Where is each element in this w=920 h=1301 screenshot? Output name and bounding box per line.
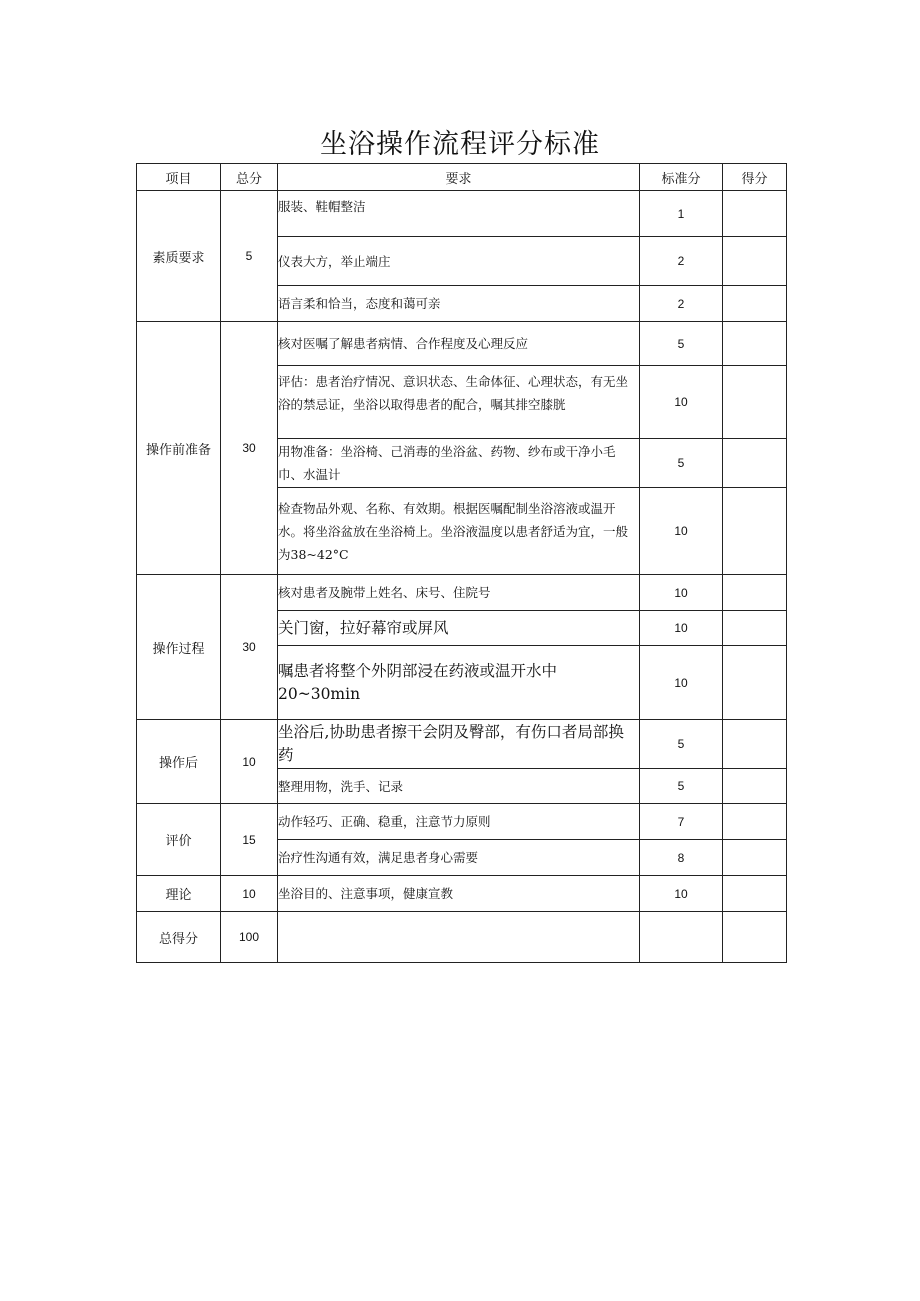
- section-item: 评价: [137, 804, 221, 876]
- standard-score: 5: [640, 439, 723, 488]
- table-row: [137, 191, 787, 237]
- standard-score: 10: [640, 876, 723, 912]
- section-total: 10: [221, 720, 278, 804]
- standard-score: 5: [640, 769, 723, 804]
- table-row: [137, 322, 787, 366]
- section-item: 操作过程: [137, 575, 221, 720]
- requirement-cell: 坐浴后,协助患者擦干会阴及臀部，有伤口者局部换药: [278, 720, 640, 769]
- standard-score: 5: [640, 322, 723, 366]
- standard-score: 2: [640, 237, 723, 286]
- standard-score: 10: [640, 488, 723, 575]
- requirement-cell: 语言柔和恰当，态度和蔼可亲: [278, 286, 640, 322]
- score-cell[interactable]: [723, 322, 787, 366]
- standard-score: 10: [640, 646, 723, 720]
- section-total: 10: [221, 876, 278, 912]
- requirement-cell: 治疗性沟通有效，满足患者身心需要: [278, 840, 640, 876]
- header-row: [137, 164, 787, 191]
- standard-score: 10: [640, 611, 723, 646]
- section-item: 操作前准备: [137, 322, 221, 575]
- header-item: 项目: [137, 164, 221, 191]
- section-item: 操作后: [137, 720, 221, 804]
- score-cell[interactable]: [723, 439, 787, 488]
- header-standard: 标准分: [640, 164, 723, 191]
- scoring-table: [136, 163, 787, 963]
- standard-score: 7: [640, 804, 723, 840]
- standard-score: 2: [640, 286, 723, 322]
- score-cell[interactable]: [723, 611, 787, 646]
- header-requirement: 要求: [278, 164, 640, 191]
- header-total: 总分: [221, 164, 278, 191]
- page-title: 坐浴操作流程评分标准: [320, 129, 600, 160]
- score-cell[interactable]: [723, 488, 787, 575]
- score-cell[interactable]: [723, 575, 787, 611]
- requirement-cell: 嘱患者将整个外阴部浸在药液或温开水中20~30min: [278, 646, 640, 720]
- score-cell[interactable]: [723, 237, 787, 286]
- score-cell[interactable]: [723, 286, 787, 322]
- section-total: 15: [221, 804, 278, 876]
- score-cell[interactable]: [723, 191, 787, 237]
- requirement-cell: 用物准备：坐浴椅、己消毒的坐浴盆、药物、纱布或干净小毛巾、水温计: [278, 439, 640, 488]
- standard-score: 5: [640, 720, 723, 769]
- section-item: 理论: [137, 876, 221, 912]
- requirement-cell: 坐浴目的、注意事项，健康宣教: [278, 876, 640, 912]
- total-row: [137, 912, 787, 963]
- table-row: [137, 804, 787, 840]
- grand-total-label: 总得分: [137, 912, 221, 963]
- requirement-cell: 动作轻巧、正确、稳重，注意节力原则: [278, 804, 640, 840]
- table-row: [137, 575, 787, 611]
- requirement-cell: 核对医嘱了解患者病情、合作程度及心理反应: [278, 322, 640, 366]
- table-row: [137, 720, 787, 769]
- table-row: [137, 876, 787, 912]
- requirement-cell: 整理用物，洗手、记录: [278, 769, 640, 804]
- score-cell[interactable]: [723, 720, 787, 769]
- score-cell[interactable]: [723, 769, 787, 804]
- score-cell[interactable]: [723, 646, 787, 720]
- requirement-cell: 服装、鞋帽整洁: [278, 191, 640, 237]
- requirement-cell: [278, 912, 640, 963]
- section-item: 素质要求: [137, 191, 221, 322]
- standard-score: 10: [640, 575, 723, 611]
- standard-score: [640, 912, 723, 963]
- grand-total-value: 100: [221, 912, 278, 963]
- standard-score: 1: [640, 191, 723, 237]
- requirement-cell: 检查物品外观、名称、有效期。根据医嘱配制坐浴溶液或温开水。将坐浴盆放在坐浴椅上。坐浴液温度以患者舒适为宜，一般为38~42°C: [278, 488, 640, 575]
- header-score: 得分: [723, 164, 787, 191]
- section-total: 5: [221, 191, 278, 322]
- standard-score: 10: [640, 366, 723, 439]
- requirement-cell: 关门窗，拉好幕帘或屏风: [278, 611, 640, 646]
- requirement-cell: 仪表大方，举止端庄: [278, 237, 640, 286]
- score-cell[interactable]: [723, 366, 787, 439]
- score-cell[interactable]: [723, 876, 787, 912]
- score-cell[interactable]: [723, 840, 787, 876]
- standard-score: 8: [640, 840, 723, 876]
- section-total: 30: [221, 322, 278, 575]
- section-total: 30: [221, 575, 278, 720]
- requirement-cell: 核对患者及腕带上姓名、床号、住院号: [278, 575, 640, 611]
- score-cell[interactable]: [723, 912, 787, 963]
- score-cell[interactable]: [723, 804, 787, 840]
- requirement-cell: 评估：患者治疗情况、意识状态、生命体征、心理状态，有无坐浴的禁忌证，坐浴以取得患者的配合，嘱其排空膝胱: [278, 366, 640, 439]
